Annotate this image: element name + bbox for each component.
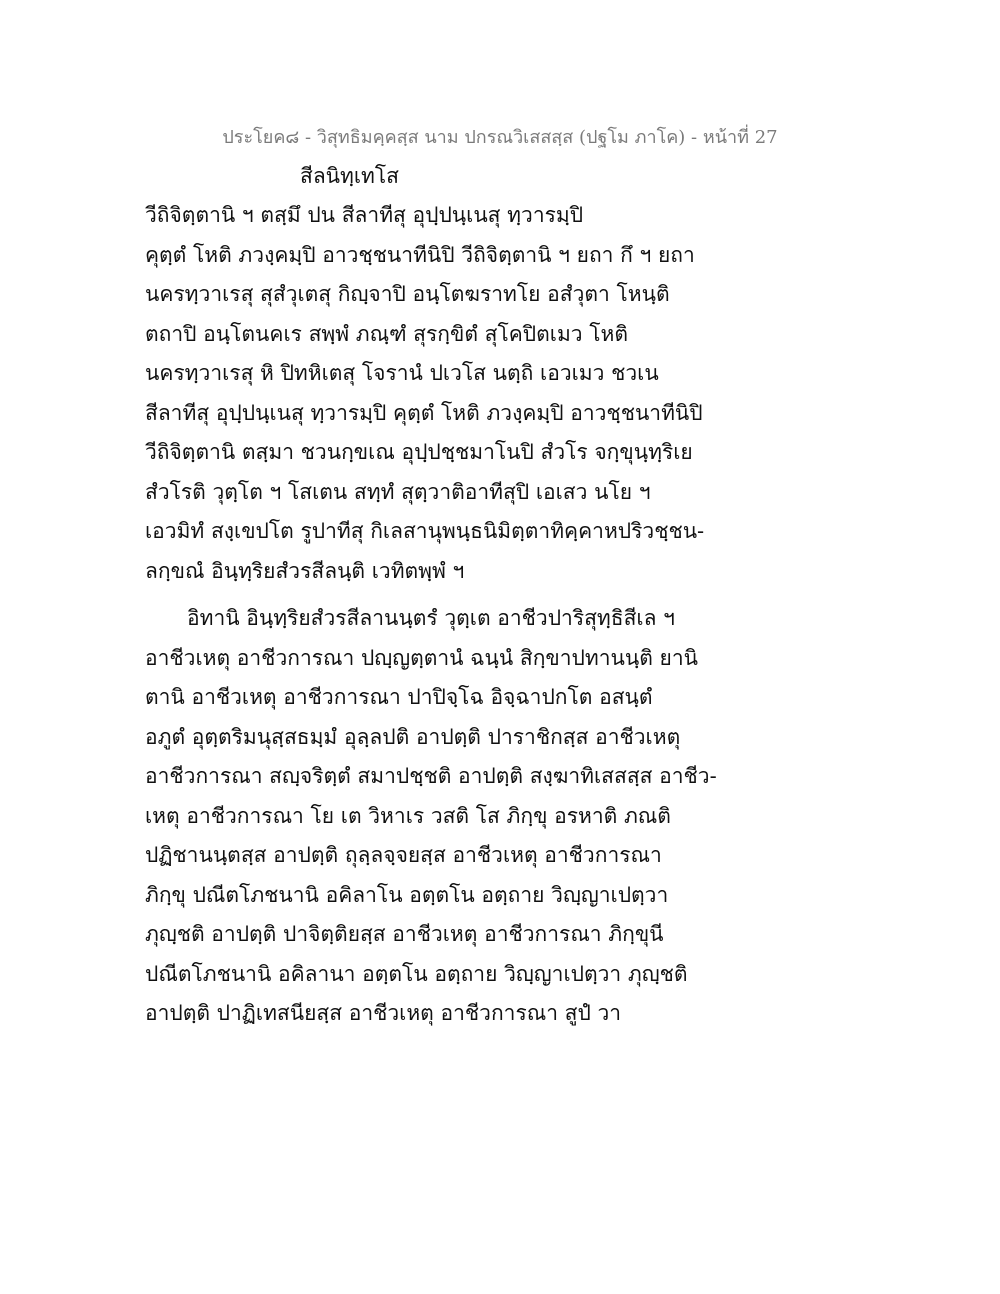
text-line: ลกฺขณํ อินฺทฺริยสํวรสีลนฺติ เวทิตพฺพํ ฯ xyxy=(145,558,465,583)
text-line: ตานิ อาชีวเหตุ อาชีวการณา ปาปิจฺโฉ อิจฺฉาปกโต อสนฺตํ xyxy=(145,685,653,709)
text-line: อาชีวเหตุ อาชีวการณา ปญฺญตฺตานํ ฉนฺนํ สิกฺขาปทานนฺติ ยานิ xyxy=(145,645,698,670)
text-line: ภิกฺขุ ปณีตโภชนานิ อคิลาโน อตฺตโน อตฺถาย วิญฺญาเปตฺวา xyxy=(145,882,669,907)
text-line: สํวโรติ วุตฺโต ฯ โสเตน สทฺทํ สุตฺวาติอาทีสุปิ เอเสว นโย ฯ xyxy=(145,479,651,504)
text-line: อาปตฺติ ปาฏิเทสนียสฺส อาชีวเหตุ อาชีวการณา สูปํ วา xyxy=(145,1001,622,1025)
running-header: ประโยค๘ - วิสุทธิมคฺคสฺส นาม ปกรณวิเสสสฺส (ปฐโม ภาโค) - หน้าที่ 27 xyxy=(222,127,778,148)
text-line: นครทฺวาเรสุ หิ ปิทหิเตสุ โจรานํ ปเวโส นตฺถิ เอวเมว ชวเน xyxy=(145,361,659,385)
text-line: ภุญฺชติ อาปตฺติ ปาจิตฺติยสฺส อาชีวเหตุ อาชีวการณา ภิกฺขุนี xyxy=(145,922,664,946)
text-line: เอวมิทํ สงฺเขปโต รูปาทีสุ กิเลสานุพนฺธนิมิตฺตาทิคฺคาหปริวชฺชน- xyxy=(145,519,705,543)
section-title: สีลนิทฺเทโส xyxy=(300,164,400,188)
text-line: อาชีวการณา สญฺจริตฺตํ สมาปชฺชติ อาปตฺติ สงฺฆาทิเสสสฺส อาชีว- xyxy=(145,764,717,788)
text-line: วีถิจิตฺตานิ ตสฺมา ชวนกฺขเณ อุปฺปชฺชมาโนปิ สํวโร จกฺขุนฺทฺริเย xyxy=(145,440,693,464)
paragraph-2 xyxy=(145,599,865,1034)
paragraph-gap xyxy=(145,591,865,599)
text-line: ปณีตโภชนานิ อคิลานา อตฺตโน อตฺถาย วิญฺญาเปตฺวา ภุญฺชติ xyxy=(145,961,688,986)
paragraph-1 xyxy=(145,196,865,591)
text-line: อิทานิ อินฺทฺริยสํวรสีลานนฺตรํ วุตฺเต อาชีวปาริสุทฺธิสีเล ฯ xyxy=(187,606,675,630)
text-line: นครทฺวาเรสุ สุสํวุเตสุ กิญฺจาปิ อนฺโตฆราทโย อสํวุตา โหนฺติ xyxy=(145,282,670,306)
text-line: ตถาปิ อนฺโตนคเร สพฺพํ ภณฺฑํ สุรกฺขิตํ สุโคปิตเมว โหติ xyxy=(145,321,629,346)
text-line: คุตฺตํ โหติ ภวงฺคมฺปิ อาวชฺชนาทีนิปิ วีถิจิตฺตานิ ฯ ยถา กึ ฯ ยถา xyxy=(145,242,695,267)
text-line: เหตุ อาชีวการณา โย เต วิหาเร วสติ โส ภิกฺขุ อรหาติ ภณติ xyxy=(145,803,671,828)
text-line: วีถิจิตฺตานิ ฯ ตสฺมึ ปน สีลาทีสุ อุปฺปนฺเนสุ ทฺวารมฺปิ xyxy=(145,203,584,227)
text-line: สีลาทีสุ อุปฺปนฺเนสุ ทฺวารมฺปิ คุตฺตํ โหติ ภวงฺคมฺปิ อาวชฺชนาทีนิปิ xyxy=(145,400,703,425)
body-text xyxy=(145,196,865,1034)
text-line: ปฏิชานนฺตสฺส อาปตฺติ ถุลฺลจฺจยสฺส อาชีวเหตุ อาชีวการณา xyxy=(145,843,662,867)
text-line: อภูตํ อุตฺตริมนุสฺสธมฺมํ อุลฺลปติ อาปตฺติ ปาราชิกสฺส อาชีวเหตุ xyxy=(145,724,681,749)
